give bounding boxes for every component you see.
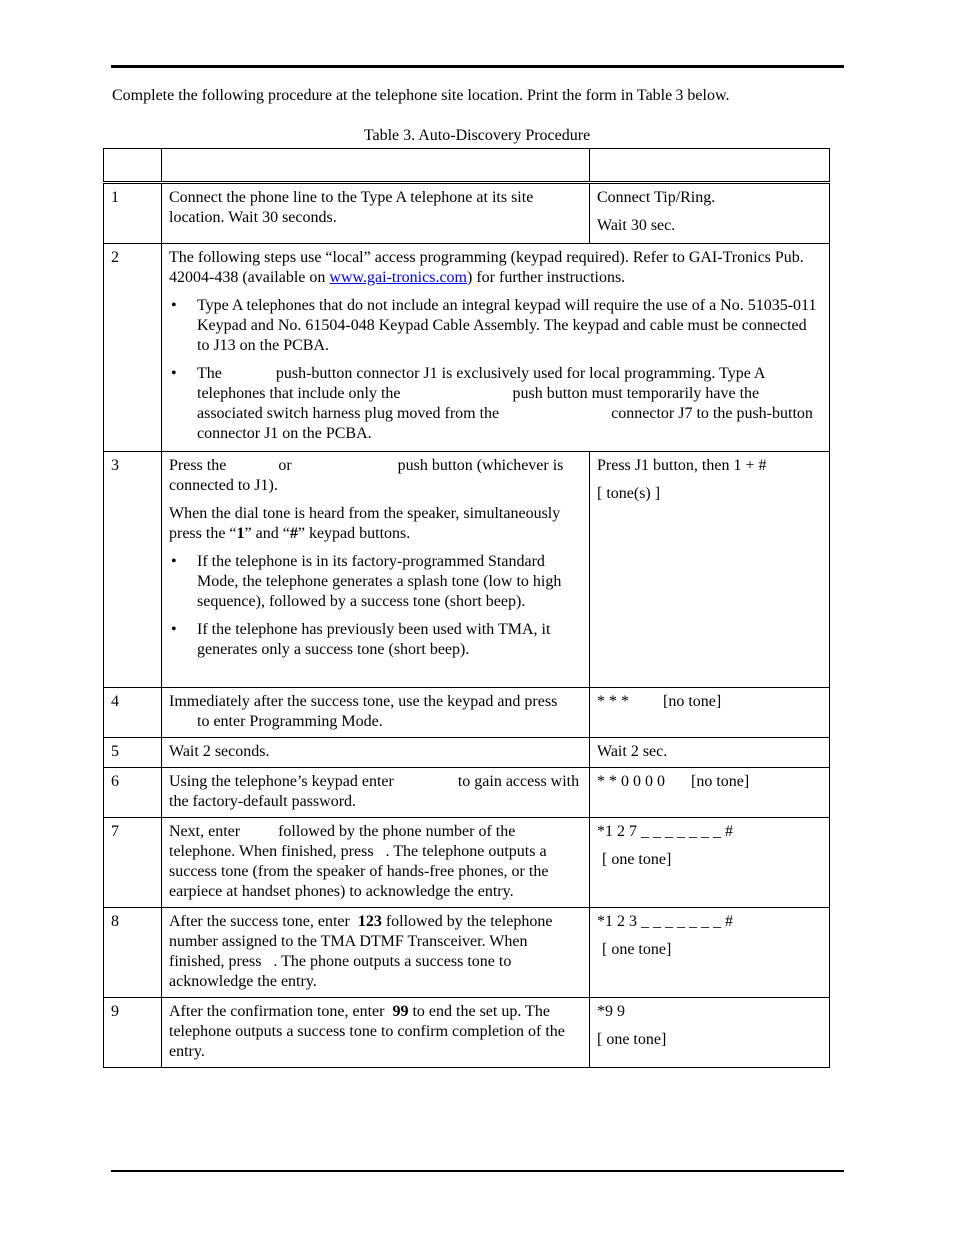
text-fragment: Immediately after the success tone, use the keypad and press — [169, 693, 558, 710]
text-fragment: to enter Programming Mode. — [197, 713, 383, 730]
tone-indicator: [ one tone] — [602, 941, 672, 958]
result-line: Connect Tip/Ring. — [597, 189, 716, 206]
list-item — [169, 296, 822, 356]
tone-indicator: [no tone] — [691, 773, 750, 790]
code-label: 99 — [392, 1003, 409, 1020]
header-step — [104, 149, 162, 183]
result-line: [ tone(s) ] — [597, 485, 661, 502]
procedure-table — [103, 148, 830, 1068]
bullet-list — [169, 552, 582, 660]
text-fragment: or — [278, 457, 292, 474]
bullet-icon: • — [171, 365, 177, 382]
step-result — [590, 908, 830, 998]
header-result — [590, 149, 830, 183]
step-number: 4 — [104, 688, 162, 738]
text-fragment: push-button connector J1 on the PCBA. — [197, 405, 813, 442]
step-number: 2 — [104, 244, 162, 452]
footer-rule — [111, 1170, 844, 1172]
step-number: 3 — [104, 452, 162, 688]
list-item — [169, 552, 582, 612]
text-fragment: ) for further instructions. — [467, 269, 626, 286]
step-result — [590, 738, 830, 768]
text-fragment: push button must temporarily have the associated switch harness plug moved from the — [197, 385, 760, 422]
step-number: 9 — [104, 998, 162, 1068]
step-description — [162, 688, 590, 738]
step-text — [169, 772, 582, 812]
step-text — [169, 504, 582, 544]
bullet-list — [169, 296, 822, 444]
code-label: 123 — [357, 913, 382, 930]
table-row — [104, 183, 830, 244]
list-item-text: If the telephone has previously been used with TMA, it generates only a success tone (short beep). — [197, 621, 551, 658]
header-rule — [111, 65, 844, 68]
text-fragment: Using the telephone’s keypad enter — [169, 773, 394, 790]
text-fragment: Next, enter — [169, 823, 241, 840]
step-text — [169, 1002, 582, 1062]
key-hash-label: # — [289, 525, 298, 542]
text-fragment: . The telephone outputs a success tone (from the speaker of hands-free phones, or the earpiece at handset phones) to acknowledge the entry. — [169, 843, 549, 900]
step-text — [169, 912, 582, 992]
table-header-row — [104, 149, 830, 183]
text-fragment: . The phone outputs a success tone to acknowledge the entry. — [169, 953, 512, 990]
text-fragment: The — [197, 365, 222, 382]
tone-indicator: [ one tone] — [597, 1031, 667, 1048]
step-number: 8 — [104, 908, 162, 998]
text-fragment: After the success tone, enter — [169, 913, 350, 930]
bullet-icon: • — [171, 297, 177, 314]
intro-text: Complete the following procedure at the telephone site location. Print the form in Table 3 below. — [112, 87, 730, 104]
text-fragment: followed by the telephone number assigned to the TMA DTMF Transceiver. When finished, press — [169, 913, 553, 970]
step-description — [162, 998, 590, 1068]
table-row — [104, 818, 830, 908]
step-result — [590, 768, 830, 818]
text-fragment: ” keypad buttons. — [297, 525, 411, 542]
text-fragment: After the confirmation tone, enter — [169, 1003, 385, 1020]
text-fragment: ” and “ — [244, 525, 290, 542]
step-description — [162, 768, 590, 818]
table-row — [104, 738, 830, 768]
step-result — [590, 688, 830, 738]
step-text — [169, 692, 582, 732]
step-result — [590, 183, 830, 244]
key-sequence: *1 2 3 _ _ _ _ _ _ _ # — [597, 913, 733, 930]
text-fragment: push-button connector J1 is exclusively used for local programming. Type A telephones that include only the — [197, 365, 765, 402]
result-line — [597, 772, 822, 792]
table-row — [104, 452, 830, 688]
step-number: 5 — [104, 738, 162, 768]
text-fragment: followed by the phone number of the telephone. When finished, press — [169, 823, 516, 860]
step-description — [162, 183, 590, 244]
key-sequence: * * 0 0 0 0 — [597, 773, 665, 790]
step-description — [162, 908, 590, 998]
table-row — [104, 998, 830, 1068]
result-line: Wait 30 sec. — [597, 217, 676, 234]
step-text — [169, 822, 582, 902]
text-fragment: The following steps use “local” access programming (keypad required). Refer to GAI-Tronics Pub. 42004-438 (available on — [169, 249, 804, 286]
bullet-icon: • — [171, 621, 177, 638]
key-sequence: *9 9 — [597, 1003, 625, 1020]
key-sequence: *1 2 7 _ _ _ _ _ _ _ # — [597, 823, 733, 840]
step-text: Wait 2 seconds. — [169, 743, 270, 760]
tone-indicator: [ one tone] — [602, 851, 672, 868]
list-item-text: Type A telephones that do not include an integral keypad will require the use of a No. 51035-011 Keypad and No. 61504-048 Keypad Cable Assembly. The keypad and cable must be connected to J13 on the PCBA. — [197, 297, 817, 354]
step-description — [162, 818, 590, 908]
step-text: Connect the phone line to the Type A telephone at its site location. Wait 30 seconds. — [169, 189, 534, 226]
step-number: 1 — [104, 183, 162, 244]
step-description — [162, 452, 590, 688]
gai-tronics-link[interactable]: www.gai-tronics.com — [329, 269, 467, 286]
table-row — [104, 244, 830, 452]
result-line: Press J1 button, then 1 + # — [597, 457, 767, 474]
list-item — [169, 620, 582, 660]
text-fragment: When the dial tone is heard from the speaker, simultaneously press the “ — [169, 505, 561, 542]
step-text — [169, 456, 582, 496]
table-caption: Table 3. Auto-Discovery Procedure — [363, 127, 591, 144]
text-fragment: to gain access with the factory-default password. — [169, 773, 580, 810]
text-fragment: Press the — [169, 457, 227, 474]
step-number: 6 — [104, 768, 162, 818]
text-fragment: to end the set up. The telephone outputs a success tone to confirm completion of the entry. — [169, 1003, 565, 1060]
text-fragment: connector J7 to the — [611, 405, 733, 422]
list-item-text: If the telephone is in its factory-programmed Standard Mode, the telephone generates a splash tone (low to high sequence), followed by a success tone (short beep). — [197, 553, 562, 610]
table-row — [104, 688, 830, 738]
step-description — [162, 738, 590, 768]
text-fragment: push button (whichever is connected to J1). — [169, 457, 564, 494]
step-text — [169, 248, 822, 288]
key-1-label: 1 — [236, 525, 245, 542]
step-number: 7 — [104, 818, 162, 908]
result-line — [597, 692, 822, 712]
result-line: Wait 2 sec. — [597, 743, 668, 760]
step-result — [590, 452, 830, 688]
header-action — [162, 149, 590, 183]
key-sequence: * * * — [597, 693, 629, 710]
step-result — [590, 818, 830, 908]
step-result — [590, 998, 830, 1068]
step-description — [162, 244, 830, 452]
table-row — [104, 908, 830, 998]
list-item — [169, 364, 822, 444]
bullet-icon: • — [171, 553, 177, 570]
table-row — [104, 768, 830, 818]
tone-indicator: [no tone] — [663, 693, 722, 710]
